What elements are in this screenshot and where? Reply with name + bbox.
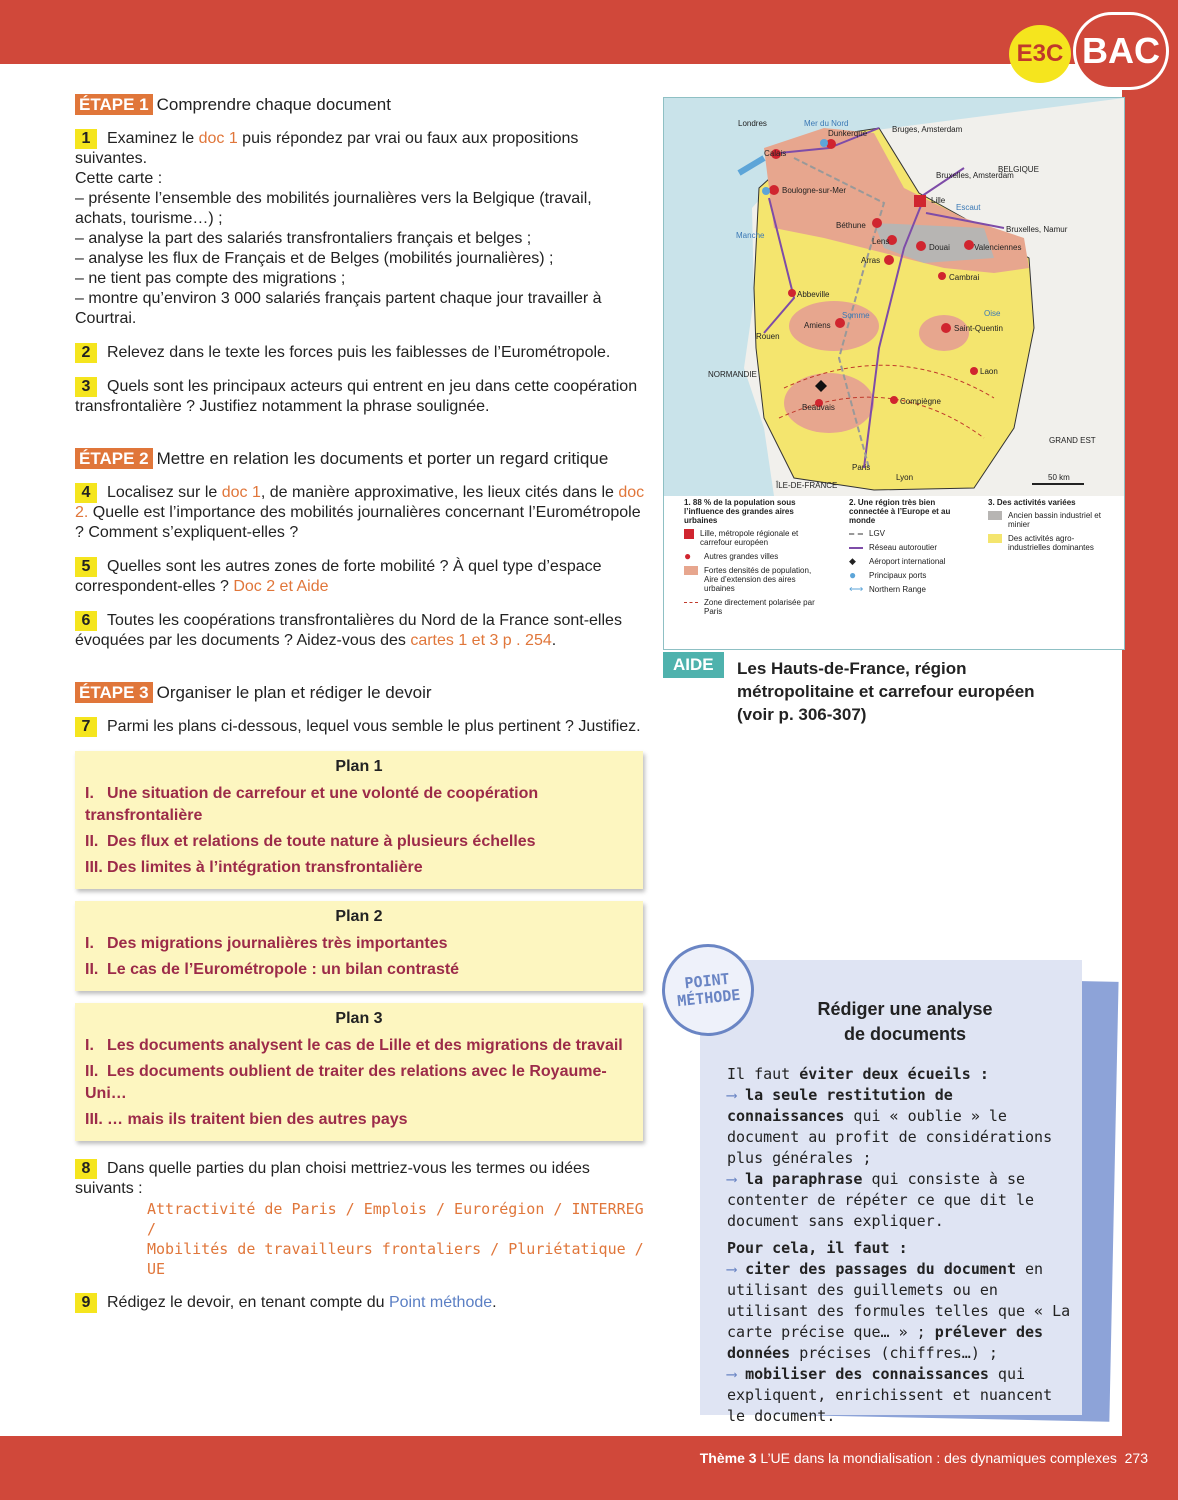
question-number: 6 bbox=[75, 611, 97, 631]
method-title-line: de documents bbox=[843, 1024, 967, 1044]
map-label: Lille bbox=[931, 196, 946, 205]
legend-symbol bbox=[849, 547, 863, 550]
roman-numeral: I. bbox=[85, 1037, 94, 1054]
plan-item bbox=[85, 831, 633, 853]
method-intro bbox=[727, 1238, 1077, 1259]
legend-label: LGV bbox=[869, 529, 886, 538]
legend-symbol bbox=[849, 533, 863, 536]
proposition: – présente l’ensemble des mobilités journalières vers la Belgique (travail, achats, tourisme…) ; bbox=[75, 190, 592, 227]
question-5 bbox=[75, 557, 645, 597]
city-marker bbox=[964, 240, 974, 250]
text: la paraphrase bbox=[745, 1170, 863, 1188]
method-body bbox=[727, 1064, 1077, 1427]
terms-line: Mobilités de travailleurs frontaliers / Pluriétatique / UE bbox=[147, 1240, 644, 1278]
map-label: Douai bbox=[929, 243, 950, 252]
map-label: Lyon bbox=[896, 473, 914, 482]
plan-item bbox=[85, 783, 633, 827]
text: Pour cela, il faut : bbox=[727, 1239, 908, 1257]
e3c-badge: E3C bbox=[1009, 25, 1071, 83]
legend-symbol bbox=[684, 566, 698, 575]
question-7 bbox=[75, 717, 645, 737]
legend-symbol: ● bbox=[684, 549, 692, 563]
text: précises (chiffres…) ; bbox=[790, 1344, 998, 1362]
city-marker bbox=[788, 289, 796, 297]
q4-text: Quelle est l’importance des mobilités journalières concernant l’Eurométropole ? Comment s’expliquent-elles ? bbox=[75, 504, 641, 541]
legend-symbol bbox=[988, 534, 1002, 543]
text: qui expliquent, enrichissent et nuancent le document. bbox=[727, 1365, 1053, 1425]
q5-text: Quelles sont les autres zones de forte mobilité ? À quel type d’espace correspondent-elles ? bbox=[75, 558, 602, 595]
step2-title: Mettre en relation les documents et porter un regard critique bbox=[156, 449, 609, 468]
method-point bbox=[727, 1364, 1077, 1427]
legend-row bbox=[684, 566, 824, 593]
city-marker bbox=[769, 185, 779, 195]
q7-text: Parmi les plans ci-dessous, lequel vous semble le plus pertinent ? Justifiez. bbox=[107, 718, 641, 735]
city-marker bbox=[938, 272, 946, 280]
stamp-line: POINT bbox=[683, 969, 731, 993]
page-footer bbox=[0, 1450, 1148, 1466]
map-label: Calais bbox=[764, 149, 787, 158]
q3-text: Quels sont les principaux acteurs qui entrent en jeu dans cette coopération transfrontalière ? Justifiez notamment la phrase soulignée. bbox=[75, 378, 638, 415]
plan-item-text: Le cas de l’Eurométropole : un bilan contrasté bbox=[107, 961, 460, 978]
roman-numeral: I. bbox=[85, 935, 94, 952]
question-number: 1 bbox=[75, 129, 97, 149]
amiens-area bbox=[789, 301, 879, 351]
text: qui consiste à se contenter de répéter ce que dit le document sans expliquer. bbox=[727, 1170, 1035, 1230]
city-marker bbox=[970, 367, 978, 375]
legend-row bbox=[684, 529, 824, 547]
legend-col-2 bbox=[849, 498, 974, 599]
text: prélever des données bbox=[727, 1323, 1044, 1362]
plan-item-text: Une situation de carrefour et une volonté de coopération transfrontalière bbox=[85, 785, 539, 824]
q1-text: Examinez le bbox=[107, 130, 199, 147]
question-number: 9 bbox=[75, 1293, 97, 1313]
legend-label: Des activités agro-industrielles dominantes bbox=[1008, 534, 1094, 552]
city-marker bbox=[890, 396, 898, 404]
legend-row bbox=[849, 568, 974, 582]
terms-line: Attractivité de Paris / Emplois / Eurorégion / INTERREG / bbox=[147, 1200, 644, 1238]
plan-item-text: Des flux et relations de toute nature à plusieurs échelles bbox=[107, 833, 536, 850]
map-legend bbox=[664, 496, 1124, 648]
q6-end: . bbox=[551, 632, 557, 649]
city-marker bbox=[916, 241, 926, 251]
roman-numeral: II. bbox=[85, 961, 99, 978]
map-label: Saint-Quentin bbox=[954, 324, 1003, 333]
map-label: Abbeville bbox=[797, 290, 830, 299]
question-number: 8 bbox=[75, 1159, 97, 1179]
stamp-line: MÉTHODE bbox=[676, 985, 742, 1011]
question-4 bbox=[75, 483, 645, 543]
port-marker bbox=[762, 187, 770, 195]
roman-numeral: III. bbox=[85, 859, 103, 876]
question-number: 2 bbox=[75, 343, 97, 363]
map-label: Laon bbox=[980, 367, 998, 376]
bottom-band bbox=[0, 1436, 1178, 1500]
legend-label: Ancien bassin industriel et minier bbox=[1008, 511, 1101, 529]
q2-text: Relevez dans le texte les forces puis les faiblesses de l’Eurométropole. bbox=[107, 344, 611, 361]
q4-text: , de manière approximative, les lieux cités dans le bbox=[260, 484, 619, 501]
method-title bbox=[770, 997, 1040, 1047]
legend-row bbox=[849, 529, 974, 538]
step2-heading bbox=[75, 449, 645, 469]
map-label: Londres bbox=[738, 119, 767, 128]
proposition: – ne tient pas compte des migrations ; bbox=[75, 270, 346, 287]
text: citer des passages du document bbox=[745, 1260, 1016, 1278]
doc1-link[interactable]: doc 1 bbox=[198, 130, 238, 147]
legend-row bbox=[684, 598, 824, 616]
legend-label: Northern Range bbox=[869, 585, 926, 594]
map-label: Cambrai bbox=[949, 273, 980, 282]
arrow-icon: ⟶ bbox=[727, 1170, 746, 1188]
legend-label: Zone directement polarisée par Paris bbox=[704, 598, 815, 616]
q9-end: . bbox=[492, 1294, 497, 1311]
plan-item bbox=[85, 1035, 633, 1057]
text: mobiliser des connaissances bbox=[745, 1365, 989, 1383]
plan-item bbox=[85, 1109, 633, 1131]
q6-text: Toutes les coopérations transfrontalières du Nord de la France sont-elles évoquées par les documents ? Aidez-vous des bbox=[75, 612, 622, 649]
plan-item bbox=[85, 1061, 633, 1105]
airport-icon: ◆ bbox=[849, 556, 856, 566]
question-1 bbox=[75, 129, 645, 329]
doc1-link[interactable]: doc 1 bbox=[221, 484, 261, 501]
legend-row bbox=[849, 585, 974, 594]
legend-row bbox=[684, 549, 824, 563]
method-intro bbox=[727, 1064, 1077, 1085]
doc2-aide-link[interactable]: Doc 2 et Aide bbox=[233, 578, 329, 595]
cartes-link[interactable]: cartes 1 et 3 p . 254 bbox=[410, 632, 552, 649]
map-doc bbox=[663, 97, 1125, 650]
plan-3-card bbox=[75, 1003, 643, 1141]
text: qui « oublie » le document au profit de considérations plus générales ; bbox=[727, 1107, 1053, 1167]
legend-label: Autres grandes villes bbox=[704, 552, 779, 561]
step3-heading bbox=[75, 683, 645, 703]
saint-quentin-area bbox=[919, 315, 969, 351]
legend-row bbox=[988, 511, 1116, 529]
legend-symbol bbox=[988, 511, 1002, 520]
port-marker bbox=[820, 139, 828, 147]
method-title-line: Rédiger une analyse bbox=[817, 999, 993, 1019]
arrow-icon: ⟶ bbox=[727, 1086, 746, 1104]
footer-text: L’UE dans la mondialisation : des dynamiques complexes bbox=[756, 1450, 1117, 1466]
map-label: 50 km bbox=[1048, 473, 1070, 482]
bac-badge: BAC bbox=[1073, 12, 1169, 90]
map-label: Mer du Nord bbox=[804, 119, 849, 128]
map-label: Paris bbox=[852, 463, 871, 472]
map-label: ÎLE-DE-FRANCE bbox=[776, 481, 838, 490]
roman-numeral: II. bbox=[85, 833, 99, 850]
step3-tag: ÉTAPE 3 bbox=[75, 682, 153, 703]
plan-item-text: Les documents oublient de traiter des relations avec le Royaume-Uni… bbox=[85, 1063, 607, 1102]
legend-row bbox=[849, 543, 974, 552]
arrow-icon: ⟶ bbox=[727, 1365, 746, 1383]
q4-text: Localisez sur le bbox=[107, 484, 222, 501]
proposition: – montre qu’environ 3 000 salariés français partent chaque jour travailler à Courtrai. bbox=[75, 290, 602, 327]
aide-text: Les Hauts-de-France, région métropolitaine et carrefour européen (voir p. 306-307) bbox=[737, 659, 1035, 724]
map-label: Dunkerque bbox=[828, 129, 868, 138]
plan-2-card bbox=[75, 901, 643, 991]
plan-item bbox=[85, 933, 633, 955]
question-6 bbox=[75, 611, 645, 651]
map-label: GRAND EST bbox=[1049, 436, 1096, 445]
footer-theme: Thème 3 bbox=[699, 1450, 757, 1466]
question-number: 3 bbox=[75, 377, 97, 397]
legend-col-1 bbox=[684, 498, 824, 621]
roman-numeral: I. bbox=[85, 785, 94, 802]
proposition: Cette carte : bbox=[75, 170, 163, 187]
plan-item bbox=[85, 857, 633, 879]
lille-marker bbox=[914, 195, 926, 207]
top-band bbox=[0, 0, 1178, 64]
question-8 bbox=[75, 1159, 645, 1279]
map-label: Rouen bbox=[756, 332, 780, 341]
map-label: Amiens bbox=[804, 321, 831, 330]
question-9 bbox=[75, 1293, 645, 1313]
question-2 bbox=[75, 343, 645, 363]
legend-row bbox=[988, 534, 1116, 552]
text: Il faut bbox=[727, 1065, 800, 1083]
question-number: 5 bbox=[75, 557, 97, 577]
q9-text: Rédigez le devoir, en tenant compte du bbox=[107, 1294, 389, 1311]
proposition: – analyse les flux de Français et de Belges (mobilités journalières) ; bbox=[75, 250, 554, 267]
right-band bbox=[1122, 0, 1178, 1500]
map-label: NORMANDIE bbox=[708, 370, 757, 379]
map-label: Oise bbox=[984, 309, 1001, 318]
legend-col-3 bbox=[988, 498, 1116, 557]
map-label: Escaut bbox=[956, 203, 981, 212]
q1-propositions bbox=[75, 169, 645, 329]
plan-item-text: … mais ils traitent bien des autres pays bbox=[107, 1111, 408, 1128]
text: en utilisant des guillemets ou en utilisant des formules telles que « La carte précise que… » ; bbox=[727, 1260, 1071, 1341]
exercise-column bbox=[75, 95, 645, 1313]
double-arrow-icon: ⟷ bbox=[849, 584, 864, 595]
roman-numeral: III. bbox=[85, 1111, 103, 1128]
legend-symbol bbox=[684, 602, 698, 604]
method-point bbox=[727, 1085, 1077, 1169]
map-label: Beauvais bbox=[802, 403, 835, 412]
doc2-link[interactable]: doc 2. bbox=[75, 484, 645, 521]
plan-item-text: Des migrations journalières très importantes bbox=[107, 935, 448, 952]
legend-row bbox=[849, 557, 974, 566]
question-number: 7 bbox=[75, 717, 97, 737]
point-methode-link[interactable]: Point méthode bbox=[388, 1294, 493, 1311]
plan-1-card bbox=[75, 751, 643, 889]
city-marker bbox=[884, 255, 894, 265]
plan-title: Plan 3 bbox=[335, 1010, 383, 1027]
roman-numeral: II. bbox=[85, 1063, 99, 1080]
map-label: Arras bbox=[861, 256, 881, 265]
map-drawing bbox=[664, 98, 1124, 496]
q8-text: Dans quelle parties du plan choisi mettriez-vous les termes ou idées suivants : bbox=[75, 1160, 590, 1197]
step1-tag: ÉTAPE 1 bbox=[75, 94, 153, 115]
text: éviter deux écueils : bbox=[799, 1065, 989, 1083]
page-number: 273 bbox=[1124, 1450, 1148, 1466]
port-icon: ● bbox=[849, 568, 857, 582]
legend-title: 2. Une région très bien connectée à l’Europe et au monde bbox=[849, 498, 951, 525]
question-number: 4 bbox=[75, 483, 97, 503]
text: la seule restitution de connaissances bbox=[727, 1086, 953, 1125]
map-label: Bruxelles, Namur bbox=[1006, 225, 1068, 234]
plan-title: Plan 1 bbox=[335, 758, 383, 775]
plan-item-text: Les documents analysent le cas de Lille et des migrations de travail bbox=[107, 1037, 623, 1054]
step3-title: Organiser le plan et rédiger le devoir bbox=[156, 683, 432, 702]
legend-title: 3. Des activités variées bbox=[988, 498, 1076, 507]
map-label: Lens bbox=[872, 237, 890, 246]
plan-item-text: Des limites à l’intégration transfrontalière bbox=[107, 859, 423, 876]
map-label: Bruxelles, Amsterdam bbox=[936, 171, 1014, 180]
legend-label: Aéroport international bbox=[869, 557, 946, 566]
legend-label: Principaux ports bbox=[869, 571, 927, 580]
map-label: Boulogne-sur-Mer bbox=[782, 186, 847, 195]
city-marker bbox=[941, 323, 951, 333]
plan-title: Plan 2 bbox=[335, 908, 383, 925]
legend-label: Réseau autoroutier bbox=[869, 543, 938, 552]
aide-tag: AIDE bbox=[663, 652, 724, 678]
map-label: Somme bbox=[842, 311, 870, 320]
legend-label: Fortes densités de population, Aire d’extension des aires urbaines bbox=[704, 566, 812, 593]
map-label: Compiègne bbox=[900, 397, 941, 406]
plan-item bbox=[85, 959, 633, 981]
proposition: – analyse la part des salariés transfrontaliers français et belges ; bbox=[75, 230, 532, 247]
map-label: Bruges, Amsterdam bbox=[892, 125, 963, 134]
q1-text-end: puis répondez par vrai ou faux aux propositions suivantes. bbox=[75, 130, 579, 167]
step1-title: Comprendre chaque document bbox=[156, 95, 391, 114]
step2-tag: ÉTAPE 2 bbox=[75, 448, 153, 469]
map-label: Manche bbox=[736, 231, 765, 240]
city-marker bbox=[872, 218, 882, 228]
legend-symbol bbox=[684, 529, 694, 539]
step1-heading bbox=[75, 95, 645, 115]
legend-label: Lille, métropole régionale et carrefour européen bbox=[700, 529, 799, 547]
question-3 bbox=[75, 377, 645, 417]
map-label: BELGIQUE bbox=[998, 165, 1039, 174]
map-label: Béthune bbox=[836, 221, 866, 230]
arrow-icon: ⟶ bbox=[727, 1260, 746, 1278]
method-point bbox=[727, 1259, 1077, 1364]
method-point bbox=[727, 1169, 1077, 1232]
map-label: Valenciennes bbox=[974, 243, 1022, 252]
legend-title: 1. 88 % de la population sous l’influence des grandes aires urbaines bbox=[684, 498, 796, 525]
